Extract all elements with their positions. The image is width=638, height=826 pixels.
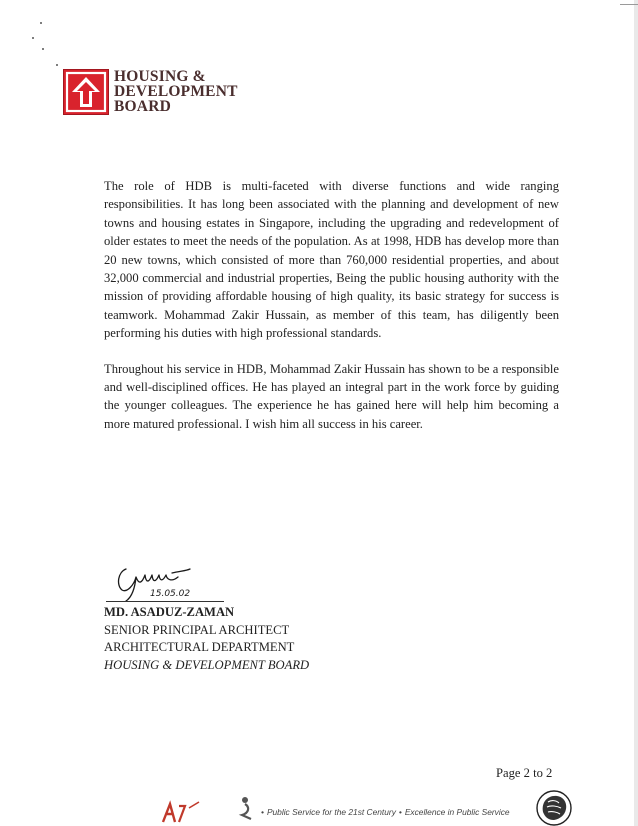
scan-speck [42, 48, 44, 50]
signatory-name: MD. ASADUZ-ZAMAN [104, 605, 235, 619]
org-name-line: DEVELOPMENT [114, 83, 238, 100]
page-edge [634, 0, 638, 826]
signatory-title: SENIOR PRINCIPAL ARCHITECT [104, 622, 290, 637]
scan-speck [32, 37, 34, 39]
body-paragraph: Throughout his service in HDB, Mohammad Zakir Hussain has shown to be a responsible and well-disciplined offices. He has played an integral part in the work force by guiding the younger colleagues. The experience he has gained here will help him becoming a more matured professional. I wish him all success in his career. [104, 361, 559, 431]
signatory-department: ARCHITECTURAL DEPARTMENT [104, 640, 295, 655]
page-edge-mark [620, 4, 638, 5]
signature-date: 15.05.02 [150, 589, 191, 599]
signatory-block [104, 604, 309, 674]
footer-motto [258, 807, 510, 817]
scan-speck [40, 22, 42, 24]
org-name-line: HOUSING & [114, 68, 206, 85]
footer [0, 790, 638, 826]
scan-speck [56, 64, 58, 66]
motto-text: Public Service for the 21st Century [266, 807, 396, 817]
signature-rule [106, 601, 224, 602]
star-figure-icon [238, 795, 256, 821]
motto-bullet: • [261, 807, 264, 817]
motto-bullet: • [398, 807, 402, 817]
organization-name [114, 69, 238, 114]
ps21-logo-icon [159, 798, 205, 824]
signatory-organization: HOUSING & DEVELOPMENT BOARD [104, 657, 310, 672]
org-name-line: BOARD [114, 98, 171, 115]
house-arrow-icon [62, 68, 110, 116]
motto-text: Excellence in Public Service [404, 807, 510, 817]
page-number: Page 2 to 2 [496, 766, 553, 780]
handwritten-signature [112, 555, 242, 603]
lion-head-icon [536, 790, 572, 826]
letter-body [104, 177, 559, 450]
body-paragraph: The role of HDB is multi-faceted with diverse functions and wide ranging responsibilities. It has long been associated with the planning and development of new towns and housing estates in Singapore, including the upgrading and redevelopment of older estates to meet the needs of the population. As at 1998, HDB has develop more than 20 new towns, which consisted of more than 760,000 residential properties, and about 32,000 commercial and industrial properties, Being the public housing authority with the mission of providing affordable housing of high quality, its basic strategy for success is teamwork. Mohammad Zakir Hussain, as member of this team, has diligently been performing his duties with high professional standards. [104, 179, 559, 341]
